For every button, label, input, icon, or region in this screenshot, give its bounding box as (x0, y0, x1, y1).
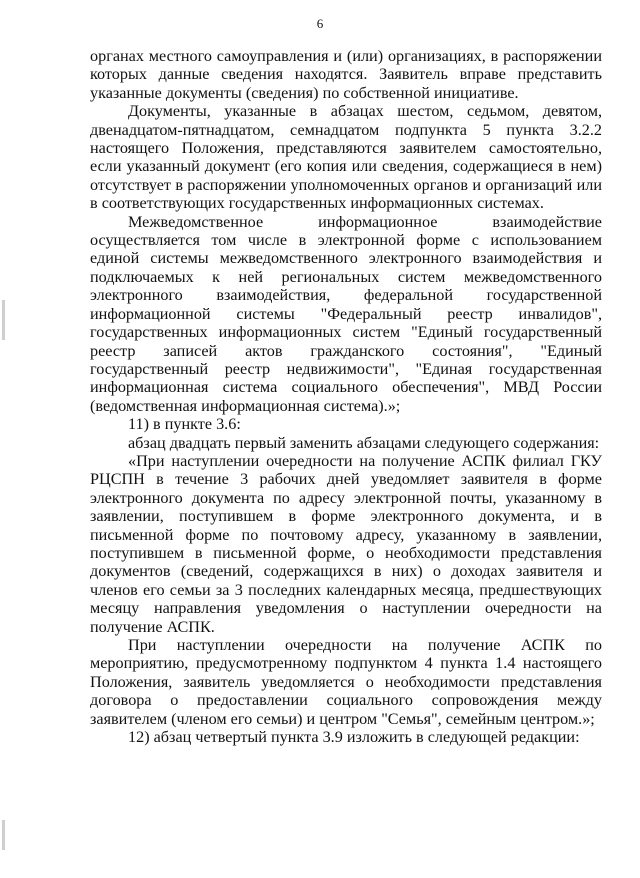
paragraph: Межведомственное информационное взаимодействие осуществляется том числе в электронной форме с использованием единой системы межведомственного электронного взаимодействия и подключаемых к ней региональных систем межведомственного электронного взаимодействия, федеральной государственной информационной системы "Федеральный реестр инвалидов", государственных информационных систем "Единый государственный реестр записей актов гражданского состояния", "Единый государственный реестр недвижимости", "Единая государственная информационная система социального обеспечения", МВД России (ведомственная информационная система).»; (90, 212, 602, 415)
scan-edge-mark (2, 300, 5, 340)
page-number: 6 (316, 16, 324, 31)
paragraph: Документы, указанные в абзацах шестом, седьмом, девятом, двенадцатом-пятнадцатом, семнадцатом подпункта 5 пункта 3.2.2 настоящего Положения, представляются заявителем самостоятельно, если указанный документ (его копия или сведения, содержащиеся в нем) отсутствует в распоряжении уполномоченных органов и организаций или в соответствующих государственных информационных системах. (90, 102, 602, 213)
paragraph: «При наступлении очередности на получение АСПК филиал ГКУ РЦСПН в течение 3 рабочих дней уведомляет заявителя в форме электронного документа по адресу электронной почты, указанному в заявлении, поступившем в форме электронного документа, и в письменной форме по почтовому адресу, указанному в заявлении, поступившем в письменной форме, о необходимости представления документов (сведений, содержащихся в них) о доходах заявителя и членов его семьи за 3 последних календарных месяца, предшествующих месяцу направления уведомления о наступлении очередности на получение АСПК. (90, 451, 602, 636)
document-text (90, 47, 602, 746)
paragraph: абзац двадцать первый заменить абзацами следующего содержания: (128, 433, 600, 452)
paragraph: 11) в пункте 3.6: (128, 415, 241, 434)
paragraph: органах местного самоуправления и (или) организациях, в распоряжении которых данные сведения находятся. Заявитель вправе представить указанные документы (сведения) по собственной инициативе. (90, 47, 602, 102)
paragraph: 12) абзац четвертый пункта 3.9 изложить в следующей редакции: (128, 728, 580, 747)
paragraph: При наступлении очередности на получение АСПК по мероприятию, предусмотренному подпунктом 4 пункта 1.4 настоящего Положения, заявитель уведомляется о необходимости представления договора о предоставлении социального сопровождения между заявителем (членом его семьи) и центром "Семья", семейным центром.»; (90, 636, 602, 728)
scan-edge-mark (2, 820, 5, 850)
